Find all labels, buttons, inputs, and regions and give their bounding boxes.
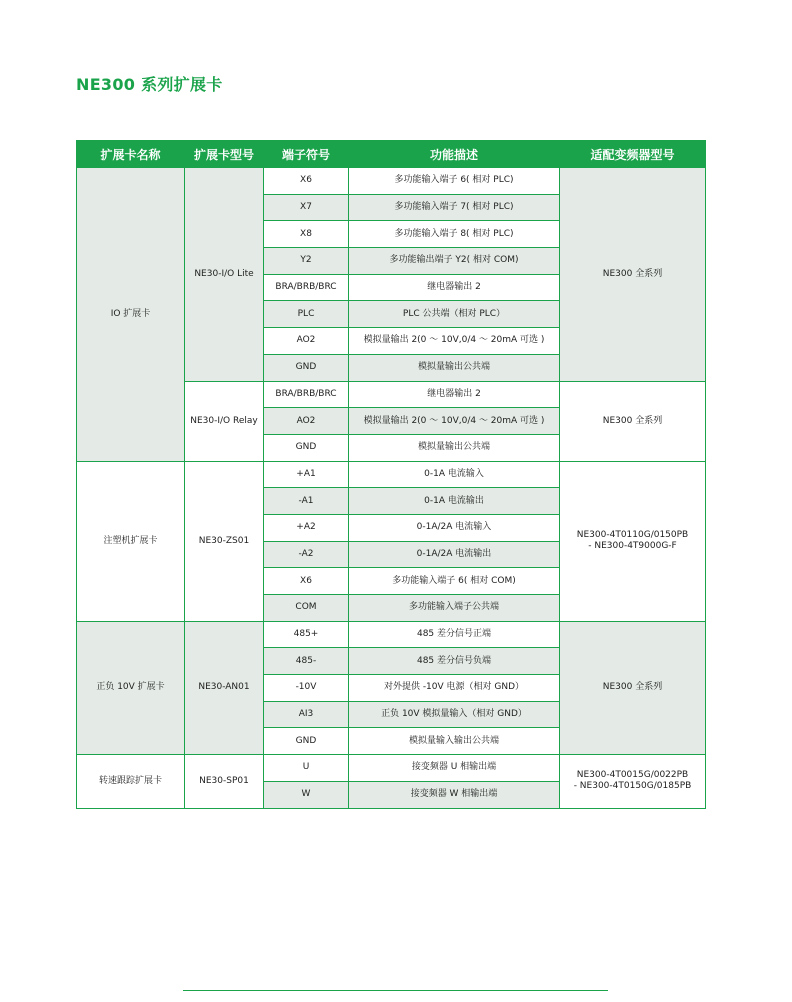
card-name-cell: 注塑机扩展卡 [77, 461, 185, 621]
function-cell: 接变频器 W 相输出端 [349, 781, 560, 808]
table-row [77, 621, 706, 648]
terminal-cell: -A1 [264, 488, 349, 515]
table-row [77, 168, 706, 195]
terminal-cell: -A2 [264, 541, 349, 568]
function-cell: 0-1A 电流输入 [349, 461, 560, 488]
compatible-model-cell [560, 621, 706, 754]
terminal-cell: GND [264, 728, 349, 755]
card-model-cell: NE30-AN01 [185, 621, 264, 754]
function-cell: 多功能输入端子 8( 相对 PLC) [349, 221, 560, 248]
terminal-cell: PLC [264, 301, 349, 328]
function-cell: 继电器输出 2 [349, 381, 560, 408]
compatible-model-line: NE300 全系列 [602, 415, 663, 426]
card-model-cell: NE30-I/O Lite [185, 168, 264, 382]
table-body [77, 168, 706, 809]
header-card-name: 扩展卡名称 [77, 141, 185, 168]
function-cell: 模拟量输出公共端 [349, 354, 560, 381]
table-row [77, 755, 706, 782]
compatible-model-cell [560, 168, 706, 382]
terminal-cell: GND [264, 434, 349, 461]
function-cell: 模拟量输出 2(0 ～ 10V,0/4 ～ 20mA 可选 ) [349, 408, 560, 435]
table-row [77, 461, 706, 488]
function-cell: 正负 10V 模拟量输入（相对 GND） [349, 701, 560, 728]
function-cell: 多功能输入端子 6( 相对 PLC) [349, 168, 560, 195]
terminal-cell: X8 [264, 221, 349, 248]
function-cell: 接变频器 U 相输出端 [349, 755, 560, 782]
terminal-cell: Y2 [264, 248, 349, 275]
footer-divider [183, 990, 608, 991]
terminal-cell: U [264, 755, 349, 782]
card-name-cell: IO 扩展卡 [77, 168, 185, 462]
terminal-cell: BRA/BRB/BRC [264, 381, 349, 408]
card-model-cell: NE30-ZS01 [185, 461, 264, 621]
function-cell: 多功能输出端子 Y2( 相对 COM) [349, 248, 560, 275]
terminal-cell: COM [264, 595, 349, 622]
terminal-cell: -10V [264, 675, 349, 702]
card-model-cell: NE30-SP01 [185, 755, 264, 808]
terminal-cell: X7 [264, 194, 349, 221]
compatible-model-cell [560, 755, 706, 808]
function-cell: 多功能输入端子 6( 相对 COM) [349, 568, 560, 595]
terminal-cell: X6 [264, 568, 349, 595]
compatible-model-cell [560, 461, 706, 621]
terminal-cell: 485- [264, 648, 349, 675]
compatible-model-line: NE300-4T0110G/0150PB [576, 530, 689, 541]
function-cell: PLC 公共端（相对 PLC） [349, 301, 560, 328]
terminal-cell: 485+ [264, 621, 349, 648]
header-function: 功能描述 [349, 141, 560, 168]
extension-card-table [76, 140, 706, 809]
terminal-cell: AI3 [264, 701, 349, 728]
compatible-model-cell [560, 381, 706, 461]
card-model-cell: NE30-I/O Relay [185, 381, 264, 461]
card-name-cell: 正负 10V 扩展卡 [77, 621, 185, 754]
function-cell: 0-1A 电流输出 [349, 488, 560, 515]
terminal-cell: +A1 [264, 461, 349, 488]
terminal-cell: BRA/BRB/BRC [264, 274, 349, 301]
function-cell: 模拟量输出 2(0 ～ 10V,0/4 ～ 20mA 可选 ) [349, 328, 560, 355]
terminal-cell: W [264, 781, 349, 808]
table-header-row [77, 141, 706, 168]
compatible-model-line: NE300 全系列 [602, 682, 663, 693]
header-terminal: 端子符号 [264, 141, 349, 168]
function-cell: 模拟量输入输出公共端 [349, 728, 560, 755]
terminal-cell: GND [264, 354, 349, 381]
function-cell: 0-1A/2A 电流输出 [349, 541, 560, 568]
header-card-model: 扩展卡型号 [185, 141, 264, 168]
header-compatible-model: 适配变频器型号 [560, 141, 706, 168]
function-cell: 485 差分信号负端 [349, 648, 560, 675]
function-cell: 多功能输入端子 7( 相对 PLC) [349, 194, 560, 221]
function-cell: 485 差分信号正端 [349, 621, 560, 648]
compatible-model-line: NE300-4T0015G/0022PB [576, 770, 689, 781]
terminal-cell: +A2 [264, 514, 349, 541]
page-title: NE300 系列扩展卡 [76, 75, 223, 94]
compatible-model-line: - NE300-4T0150G/0185PB [573, 781, 692, 792]
function-cell: 多功能输入端子公共端 [349, 595, 560, 622]
compatible-model-line: NE300 全系列 [602, 268, 663, 279]
function-cell: 对外提供 -10V 电源（相对 GND） [349, 675, 560, 702]
function-cell: 0-1A/2A 电流输入 [349, 514, 560, 541]
terminal-cell: X6 [264, 168, 349, 195]
compatible-model-line: - NE300-4T9000G-F [588, 541, 677, 552]
function-cell: 模拟量输出公共端 [349, 434, 560, 461]
terminal-cell: AO2 [264, 328, 349, 355]
function-cell: 继电器输出 2 [349, 274, 560, 301]
card-name-cell: 转速跟踪扩展卡 [77, 755, 185, 808]
terminal-cell: AO2 [264, 408, 349, 435]
